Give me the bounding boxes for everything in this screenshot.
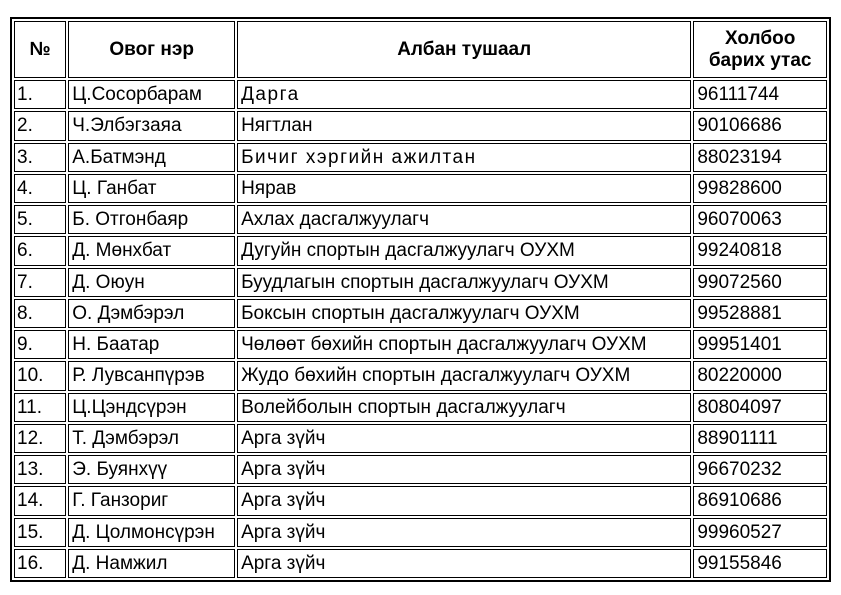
row-phone: 99155846 [693, 549, 827, 578]
row-name: Г. Ганзориг [68, 486, 235, 515]
table-row [14, 361, 827, 390]
table-row [14, 174, 827, 203]
row-name: Э. Буянхүү [68, 455, 235, 484]
row-position: Арга зүйч [237, 424, 691, 453]
table-row [14, 518, 827, 547]
row-number: 2. [14, 111, 66, 140]
row-phone: 99072560 [693, 268, 827, 297]
table-row [14, 299, 827, 328]
table-row [14, 205, 827, 234]
row-position: Жудо бөхийн спортын дасгалжуулагч ОУХМ [237, 361, 691, 390]
row-name: Ч.Элбэгзаяа [68, 111, 235, 140]
row-phone: 86910686 [693, 486, 827, 515]
header-phone-line1: Холбоо [724, 27, 796, 49]
row-name: А.Батмэнд [68, 143, 235, 172]
row-name: О. Дэмбэрэл [68, 299, 235, 328]
row-position: Волейболын спортын дасгалжуулагч [237, 393, 691, 422]
row-number: 7. [14, 268, 66, 297]
row-position: Боксын спортын дасгалжуулагч ОУХМ [237, 299, 691, 328]
row-number: 12. [14, 424, 66, 453]
row-name: Д. Мөнхбат [68, 236, 235, 265]
row-number: 3. [14, 143, 66, 172]
row-position: Арга зүйч [237, 455, 691, 484]
header-phone-line2: барих утас [708, 49, 812, 71]
row-phone: 99528881 [693, 299, 827, 328]
row-position: Дугуйн спортын дасгалжуулагч ОУХМ [237, 236, 691, 265]
table-row [14, 393, 827, 422]
row-number: 1. [14, 80, 66, 109]
table-row [14, 455, 827, 484]
table-body [14, 80, 827, 578]
row-phone: 88023194 [693, 143, 827, 172]
row-phone: 99960527 [693, 518, 827, 547]
row-phone: 80804097 [693, 393, 827, 422]
table-row [14, 236, 827, 265]
row-name: Н. Баатар [68, 330, 235, 359]
row-position: Арга зүйч [237, 518, 691, 547]
row-position: Дарга [237, 80, 691, 109]
row-phone: 80220000 [693, 361, 827, 390]
row-position: Бичиг хэргийн ажилтан [237, 143, 691, 172]
table-row [14, 549, 827, 578]
row-phone: 99240818 [693, 236, 827, 265]
table-row [14, 486, 827, 515]
header-number: № [14, 21, 66, 78]
table-header [14, 21, 827, 78]
table-row [14, 80, 827, 109]
row-position: Чөлөөт бөхийн спортын дасгалжуулагч ОУХМ [237, 330, 691, 359]
row-name: Д. Цолмонсүрэн [68, 518, 235, 547]
row-name: Ц.Цэндсүрэн [68, 393, 235, 422]
row-position: Нярав [237, 174, 691, 203]
row-name: Д. Намжил [68, 549, 235, 578]
row-name: Р. Лувсанпүрэв [68, 361, 235, 390]
table-row [14, 330, 827, 359]
row-position: Ахлах дасгалжуулагч [237, 205, 691, 234]
row-number: 4. [14, 174, 66, 203]
table-row [14, 111, 827, 140]
header-row [14, 21, 827, 78]
row-phone: 96670232 [693, 455, 827, 484]
row-position: Арга зүйч [237, 486, 691, 515]
row-number: 8. [14, 299, 66, 328]
row-number: 9. [14, 330, 66, 359]
header-name: Овог нэр [68, 21, 235, 78]
header-position: Албан тушаал [237, 21, 691, 78]
row-number: 16. [14, 549, 66, 578]
row-phone: 90106686 [693, 111, 827, 140]
row-phone: 96111744 [693, 80, 827, 109]
row-number: 11. [14, 393, 66, 422]
staff-contact-table [10, 17, 831, 582]
table-row [14, 268, 827, 297]
row-position: Буудлагын спортын дасгалжуулагч ОУХМ [237, 268, 691, 297]
row-phone: 88901111 [693, 424, 827, 453]
row-number: 15. [14, 518, 66, 547]
row-number: 13. [14, 455, 66, 484]
row-phone: 99828600 [693, 174, 827, 203]
row-position: Арга зүйч [237, 549, 691, 578]
table-row [14, 143, 827, 172]
row-phone: 96070063 [693, 205, 827, 234]
row-number: 5. [14, 205, 66, 234]
row-name: Б. Отгонбаяр [68, 205, 235, 234]
row-number: 10. [14, 361, 66, 390]
table-row [14, 424, 827, 453]
row-number: 14. [14, 486, 66, 515]
contact-table [12, 19, 829, 580]
row-number: 6. [14, 236, 66, 265]
row-position: Нягтлан [237, 111, 691, 140]
row-phone: 99951401 [693, 330, 827, 359]
header-phone [693, 21, 827, 78]
row-name: Т. Дэмбэрэл [68, 424, 235, 453]
row-name: Ц. Ганбат [68, 174, 235, 203]
row-name: Д. Оюун [68, 268, 235, 297]
row-name: Ц.Сосорбарам [68, 80, 235, 109]
